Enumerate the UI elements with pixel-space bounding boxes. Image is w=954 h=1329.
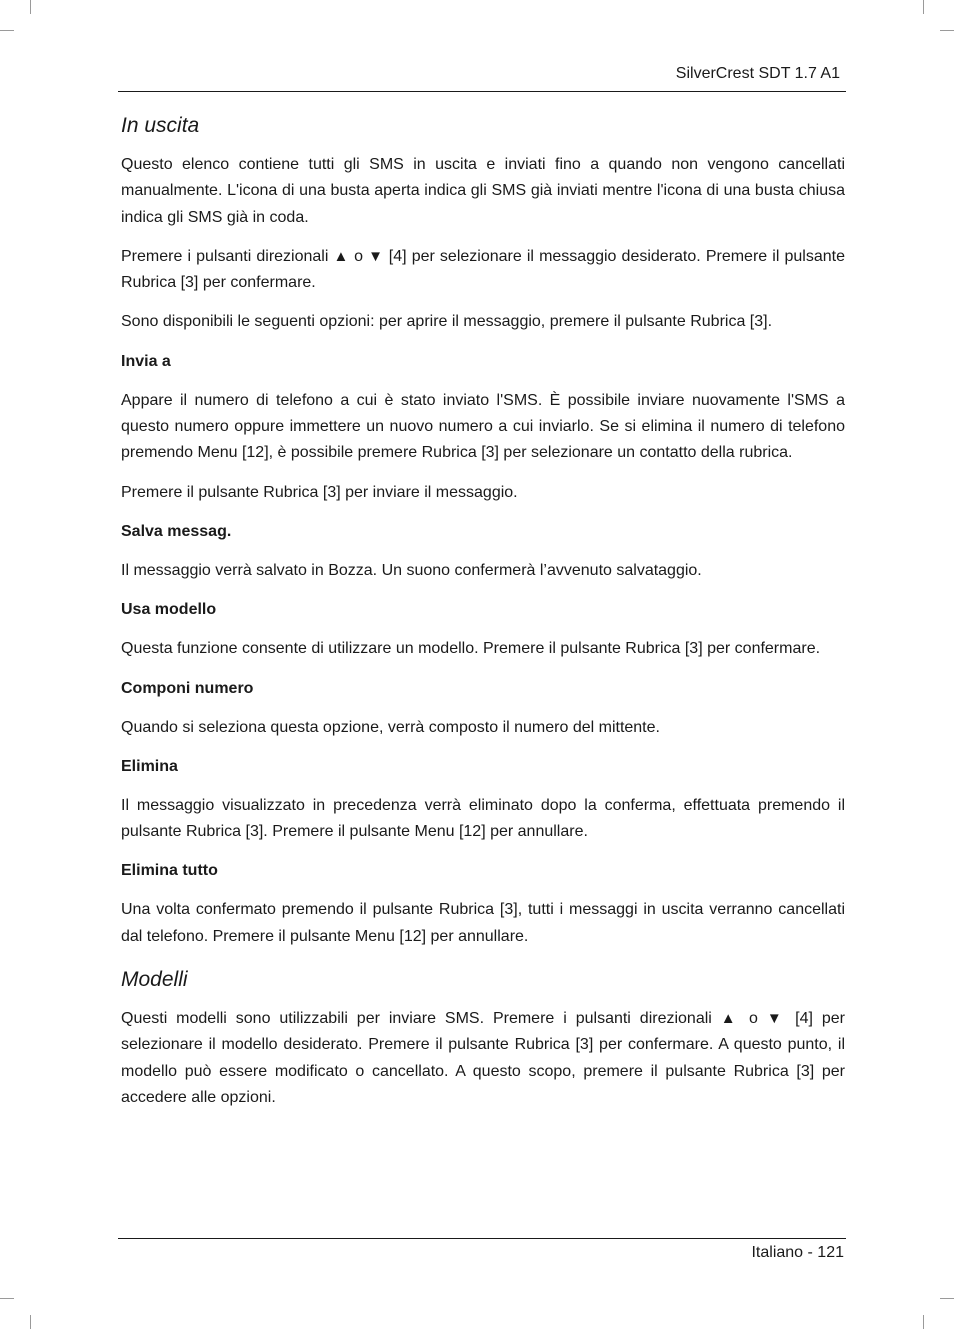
option-text: Questa funzione consente di utilizzare un modello. Premere il pulsante Rubrica [3] per confermare. (121, 640, 821, 658)
option-text: Premere il pulsante Rubrica [3] per inviare il messaggio. (121, 483, 518, 501)
option-text: Il messaggio verrà salvato in Bozza. Un suono confermerà l’avvenuto salvataggio. (121, 561, 702, 579)
option-heading-elimina: Elimina (121, 757, 178, 775)
crop-mark (923, 1315, 924, 1329)
footer-separator: - (807, 1244, 813, 1261)
option-heading-elimina-tutto: Elimina tutto (121, 862, 218, 880)
page-content (121, 112, 845, 1124)
header-rule (118, 91, 846, 92)
option-text: Il messaggio visualizzato in precedenza verrà eliminato dopo la conferma, effettuata premendo il pulsante Rubrica [3]. Premere il pulsante Menu [12] per annullare. (121, 796, 845, 841)
crop-mark (923, 0, 924, 14)
crop-mark (940, 1298, 954, 1299)
arrow-down-icon: ▼ (368, 247, 384, 265)
modelli-paragraph: Questi modelli sono utilizzabili per inviare SMS. Premere i pulsanti direzionali ▲ o ▼ [4] per selezionare il modello desiderato. Premere il pulsante Rubrica [3] per confermare. A questo punto, il modello può essere modificato o cancellato. A questo scopo, premere il pulsante Rubrica [3] per accedere alle opzioni. (121, 1010, 845, 1106)
option-text: Una volta confermato premendo il pulsante Rubrica [3], tutti i messaggi in uscita verranno cancellati dal telefono. Premere il pulsante Menu [12] per annullare. (121, 901, 845, 945)
footer-rule (118, 1238, 846, 1239)
crop-mark (0, 30, 14, 31)
arrow-down-icon: ▼ (766, 1010, 787, 1028)
option-heading-usa-modello: Usa modello (121, 601, 217, 619)
arrow-up-icon: ▲ (333, 247, 350, 265)
intro-paragraph: Questo elenco contiene tutti gli SMS in uscita e inviati fino a quando non vengono cancellati manualmente. L'icona di una busta aperta indica gli SMS già inviati mentre l'icona di una busta chiusa indica gli SMS già in coda. (121, 156, 845, 226)
footer-language: Italiano (751, 1244, 804, 1261)
navigation-paragraph: Premere i pulsanti direzionali ▲ o ▼ [4] per selezionare il messaggio desiderato. Premere il pulsante Rubrica [3] per confermare. (121, 247, 845, 292)
option-heading-salva-messag: Salva messag. (121, 522, 232, 540)
option-text: Quando si seleziona questa opzione, verrà composto il numero del mittente. (121, 718, 660, 736)
option-text: Appare il numero di telefono a cui è stato inviato l'SMS. È possibile inviare nuovamente l'SMS a questo numero oppure immettere un nuovo numero a cui inviarlo. Se si elimina il numero di telefono premendo Menu [12], è possibile premere Rubrica [3] per selezionare un contatto della rubrica. (121, 391, 845, 462)
section-title-modelli: Modelli (121, 968, 188, 992)
page-footer (751, 1243, 844, 1263)
options-paragraph: Sono disponibili le seguenti opzioni: per aprire il messaggio, premere il pulsante Rubrica [3]. (121, 313, 773, 331)
section-title-in-uscita: In uscita (121, 114, 200, 137)
option-heading-componi-numero: Componi numero (121, 679, 254, 697)
crop-mark (30, 1315, 31, 1329)
arrow-up-icon: ▲ (720, 1010, 741, 1028)
crop-mark (0, 1298, 14, 1299)
header-product-name: SilverCrest SDT 1.7 A1 (675, 65, 840, 82)
crop-mark (30, 0, 31, 14)
page-number: 121 (817, 1244, 844, 1261)
option-heading-invia-a: Invia a (121, 352, 171, 370)
crop-mark (940, 30, 954, 31)
